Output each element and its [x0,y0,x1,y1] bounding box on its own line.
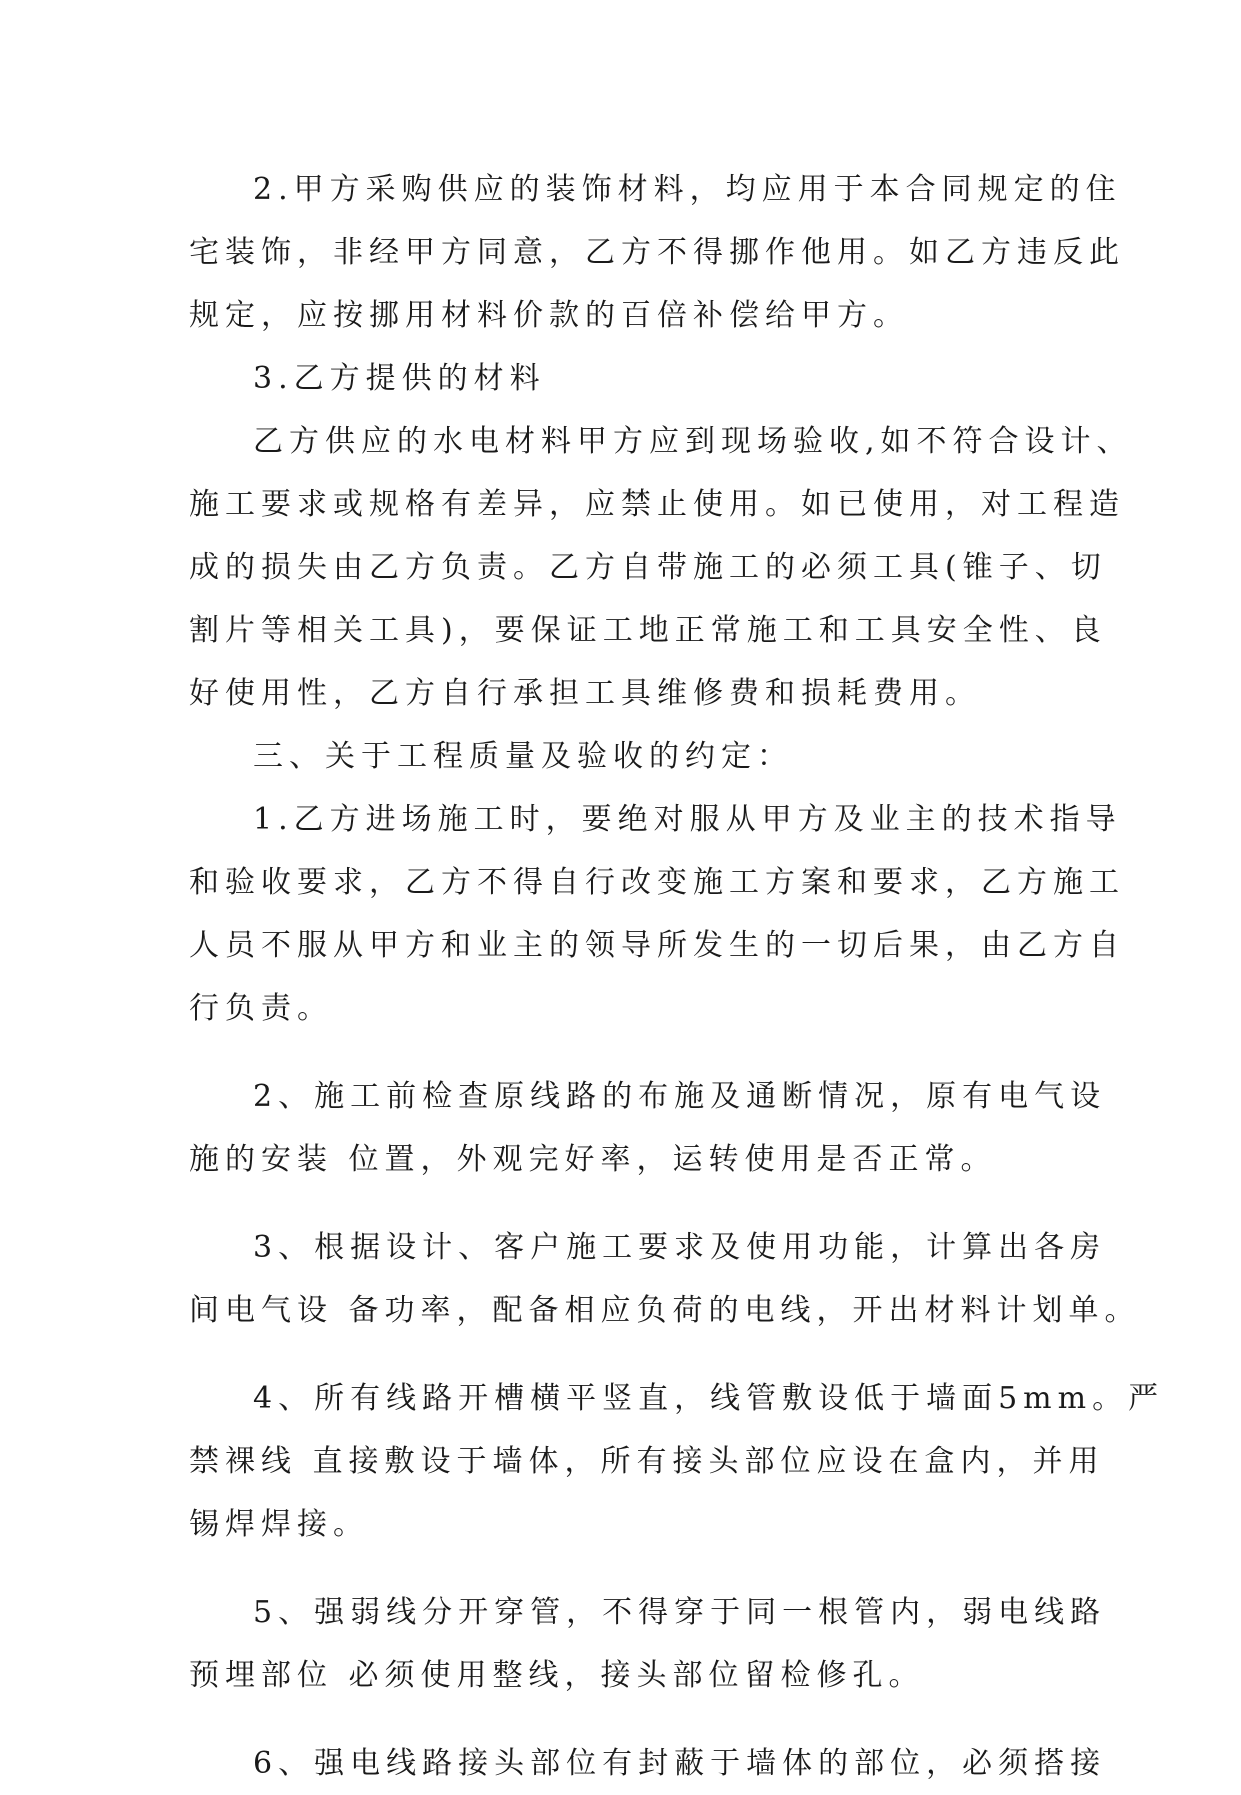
text-line: 施工要求或规格有差异，应禁止使用。如已使用，对工程造 [189,487,1125,522]
text-line: 割片等相关工具)，要保证工地正常施工和工具安全性、良 [189,613,1107,648]
text-line: 乙方供应的水电材料甲方应到现场验收,如不符合设计、 [253,424,1133,459]
paragraph-gap [189,1342,1059,1367]
paragraph-gap [189,1191,1059,1216]
text-line: 预埋部位 必须使用整线，接头部位留检修孔。 [189,1658,925,1693]
paragraph-gap [189,1556,1059,1581]
text-line: 行负责。 [189,991,333,1026]
text-line: 好使用性，乙方自行承担工具维修费和损耗费用。 [189,676,981,711]
text-line: 禁裸线 直接敷设于墙体，所有接头部位应设在盒内，并用 [189,1444,1105,1479]
text-line: 5、强弱线分开穿管，不得穿于同一根管内，弱电线路 [253,1595,1107,1630]
text-line: 三、关于工程质量及验收的约定： [253,739,793,774]
text-line: 施的安装 位置，外观完好率，运转使用是否正常。 [189,1142,997,1177]
text-line: 6、强电线路接头部位有封蔽于墙体的部位，必须搭接 [253,1746,1107,1781]
text-line: 3.乙方提供的材料 [253,361,546,396]
paragraph-gap [189,1040,1059,1065]
text-line: 2、施工前检查原线路的布施及通断情况，原有电气设 [253,1079,1107,1114]
paragraph-gap [189,1707,1059,1732]
text-line: 和验收要求，乙方不得自行改变施工方案和要求，乙方施工 [189,865,1125,900]
text-line: 4、所有线路开槽横平竖直，线管敷设低于墙面5mm。严 [253,1381,1165,1416]
text-line: 成的损失由乙方负责。乙方自带施工的必须工具(锥子、切 [189,550,1107,585]
document-body [189,158,1165,1795]
text-line: 人员不服从甲方和业主的领导所发生的一切后果，由乙方自 [189,928,1125,963]
text-line: 锡焊焊接。 [189,1507,369,1542]
text-line: 间电气设 备功率，配备相应负荷的电线，开出材料计划单。 [189,1293,1141,1328]
text-line: 宅装饰，非经甲方同意，乙方不得挪作他用。如乙方违反此 [189,235,1125,270]
text-line: 规定，应按挪用材料价款的百倍补偿给甲方。 [189,298,909,333]
text-line: 3、根据设计、客户施工要求及使用功能，计算出各房 [253,1230,1107,1265]
text-line: 2.甲方采购供应的装饰材料，均应用于本合同规定的住 [253,172,1122,207]
text-line: 1.乙方进场施工时，要绝对服从甲方及业主的技术指导 [253,802,1122,837]
